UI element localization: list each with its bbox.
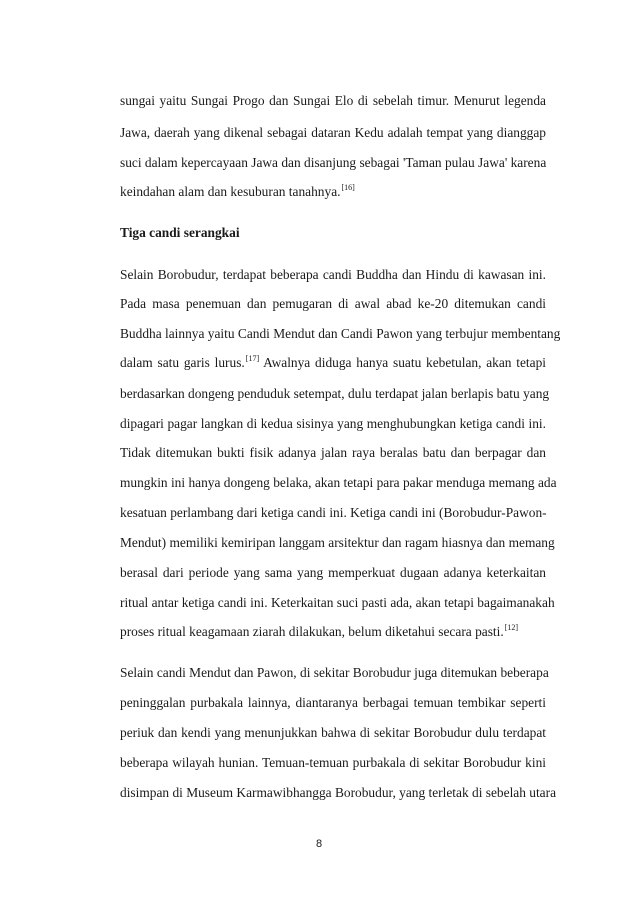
text-line xyxy=(120,155,546,171)
line-text: ritual antar ketiga candi ini. Keterkaitan suci pasti ada, akan tetapi bagaimanakah xyxy=(120,595,555,610)
line-text: Tidak ditemukan bukti fisik adanya jalan raya beralas batu dan berpagar dan xyxy=(120,445,546,460)
line-text: suci dalam kepercayaan Jawa dan disanjung sebagai 'Taman pulau Jawa' karena xyxy=(120,155,547,170)
text-line xyxy=(120,665,549,681)
text-line xyxy=(120,386,550,402)
citation-link[interactable]: [16] xyxy=(341,183,355,192)
line-text: Mendut) memiliki kemiripan langgam arsitektur dan ragam hiasnya dan memang xyxy=(120,535,555,550)
text-line xyxy=(120,595,555,611)
text-line xyxy=(120,624,546,640)
text-line xyxy=(120,475,557,491)
text-line xyxy=(120,755,546,771)
citation-link[interactable]: [12] xyxy=(504,623,519,632)
line-text: berdasarkan dongeng penduduk setempat, dulu terdapat jalan berlapis batu yang xyxy=(120,386,550,401)
text-line xyxy=(120,505,546,521)
line-text: Pada masa penemuan dan pemugaran di awal abad ke-20 ditemukan candi xyxy=(120,296,546,311)
line-text: Selain candi Mendut dan Pawon, di sekitar Borobudur juga ditemukan beberapa xyxy=(120,665,549,680)
line-text: Buddha lainnya yaitu Candi Mendut dan Candi Pawon yang terbujur membentang xyxy=(120,326,561,341)
text-line xyxy=(120,565,546,581)
line-text: Selain Borobudur, terdapat beberapa candi Buddha dan Hindu di kawasan ini. xyxy=(120,267,546,282)
text-line xyxy=(120,695,546,711)
text-line xyxy=(120,535,555,551)
line-text: proses ritual keagamaan ziarah dilakukan, belum diketahui secara pasti. xyxy=(120,624,504,639)
text-line xyxy=(120,416,546,432)
line-text: disimpan di Museum Karmawibhangga Borobudur, yang terletak di sebelah utara xyxy=(120,785,557,800)
text-line xyxy=(120,267,546,283)
section-heading xyxy=(120,225,546,241)
text-line xyxy=(120,125,546,141)
citation-link[interactable]: [17] xyxy=(245,354,260,363)
text-line xyxy=(120,785,557,801)
line-text: sungai yaitu Sungai Progo dan Sungai Elo di sebelah timur. Menurut legenda xyxy=(120,93,546,108)
text-line xyxy=(120,355,546,371)
line-text: Awalnya diduga hanya suatu kebetulan, akan tetapi xyxy=(259,355,547,370)
text-line xyxy=(120,326,561,342)
line-text: mungkin ini hanya dongeng belaka, akan tetapi para pakar menduga memang ada xyxy=(120,475,557,490)
text-line xyxy=(120,296,546,312)
text-line xyxy=(120,725,546,741)
text-line xyxy=(120,445,546,461)
line-text: kesatuan perlambang dari ketiga candi ini. Ketiga candi ini (Borobudur-Pawon- xyxy=(120,505,547,520)
heading-text: Tiga candi serangkai xyxy=(120,225,240,240)
line-text: dalam satu garis lurus. xyxy=(120,355,245,370)
page-number: 8 xyxy=(315,838,323,850)
line-text: keindahan alam dan kesuburan tanahnya. xyxy=(120,184,341,199)
line-text: dipagari pagar langkan di kedua sisinya yang menghubungkan ketiga candi ini. xyxy=(120,416,546,431)
line-text: periuk dan kendi yang menunjukkan bahwa di sekitar Borobudur dulu terdapat xyxy=(120,725,546,740)
text-line xyxy=(120,93,546,109)
line-text: Jawa, daerah yang dikenal sebagai dataran Kedu adalah tempat yang dianggap xyxy=(120,125,546,140)
line-text: berasal dari periode yang sama yang memperkuat dugaan adanya keterkaitan xyxy=(120,565,546,580)
line-text: beberapa wilayah hunian. Temuan-temuan purbakala di sekitar Borobudur kini xyxy=(120,755,546,770)
text-line xyxy=(120,184,546,200)
line-text: peninggalan purbakala lainnya, diantaranya berbagai temuan tembikar seperti xyxy=(120,695,546,710)
